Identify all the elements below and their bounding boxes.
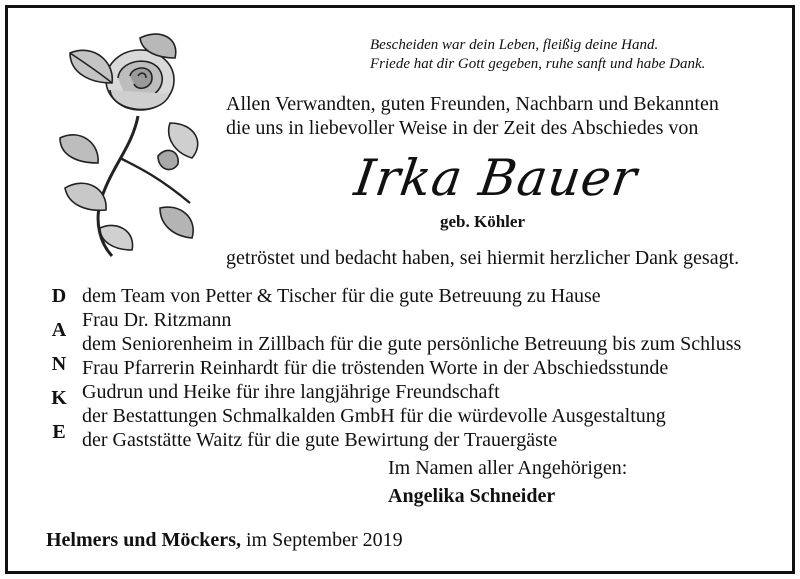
thanks-item: dem Team von Petter & Tischer für die gute Betreuung zu Hause	[82, 285, 601, 307]
danke-letter: E	[52, 421, 66, 443]
thanks-item: dem Seniorenheim in Zillbach für die gute persönliche Betreuung bis zum Schluss	[82, 333, 742, 355]
rose-illustration-icon	[40, 28, 210, 258]
danke-acrostic	[44, 284, 74, 454]
intro-text	[226, 92, 786, 140]
motto-verse	[370, 36, 770, 74]
signer-name: Angelika Schneider	[388, 485, 556, 507]
danke-letter: N	[51, 353, 67, 375]
danke-letter: D	[51, 285, 67, 307]
intro-line-1: Allen Verwandten, guten Freunden, Nachbarn und Bekannten	[226, 93, 719, 115]
thanks-item: der Gaststätte Waitz für die gute Bewirtung der Trauergäste	[82, 429, 558, 451]
danke-letter: K	[51, 387, 67, 409]
intro-line-2: die uns in liebevoller Weise in der Zeit des Abschiedes von	[226, 117, 699, 139]
motto-line-2: Friede hat dir Gott gegeben, ruhe sanft und habe Dank.	[370, 56, 706, 72]
footer-date: im September 2019	[245, 529, 403, 551]
thanks-item: Frau Dr. Ritzmann	[82, 309, 232, 331]
closing-text: Im Namen aller Angehörigen:	[388, 457, 628, 479]
thanks-item: der Bestattungen Schmalkalden GmbH für die würdevolle Ausgestaltung	[82, 405, 666, 427]
thanks-item: Gudrun und Heike für ihre langjährige Freundschaft	[82, 381, 500, 403]
danke-letter: A	[51, 319, 67, 341]
deceased-name: Irka Bauer	[350, 149, 641, 207]
thanks-list	[82, 284, 792, 452]
maiden-name: geb. Köhler	[440, 212, 525, 231]
footer-place-date	[46, 528, 403, 552]
thanks-item: Frau Pfarrerin Reinhardt für die tröstenden Worte in der Abschiedsstunde	[82, 357, 669, 379]
footer-place: Helmers und Möckers,	[46, 529, 241, 551]
motto-line-1: Bescheiden war dein Leben, fleißig deine Hand.	[370, 37, 659, 53]
thanks-statement: getröstet und bedacht haben, sei hiermit herzlicher Dank gesagt.	[226, 247, 740, 269]
